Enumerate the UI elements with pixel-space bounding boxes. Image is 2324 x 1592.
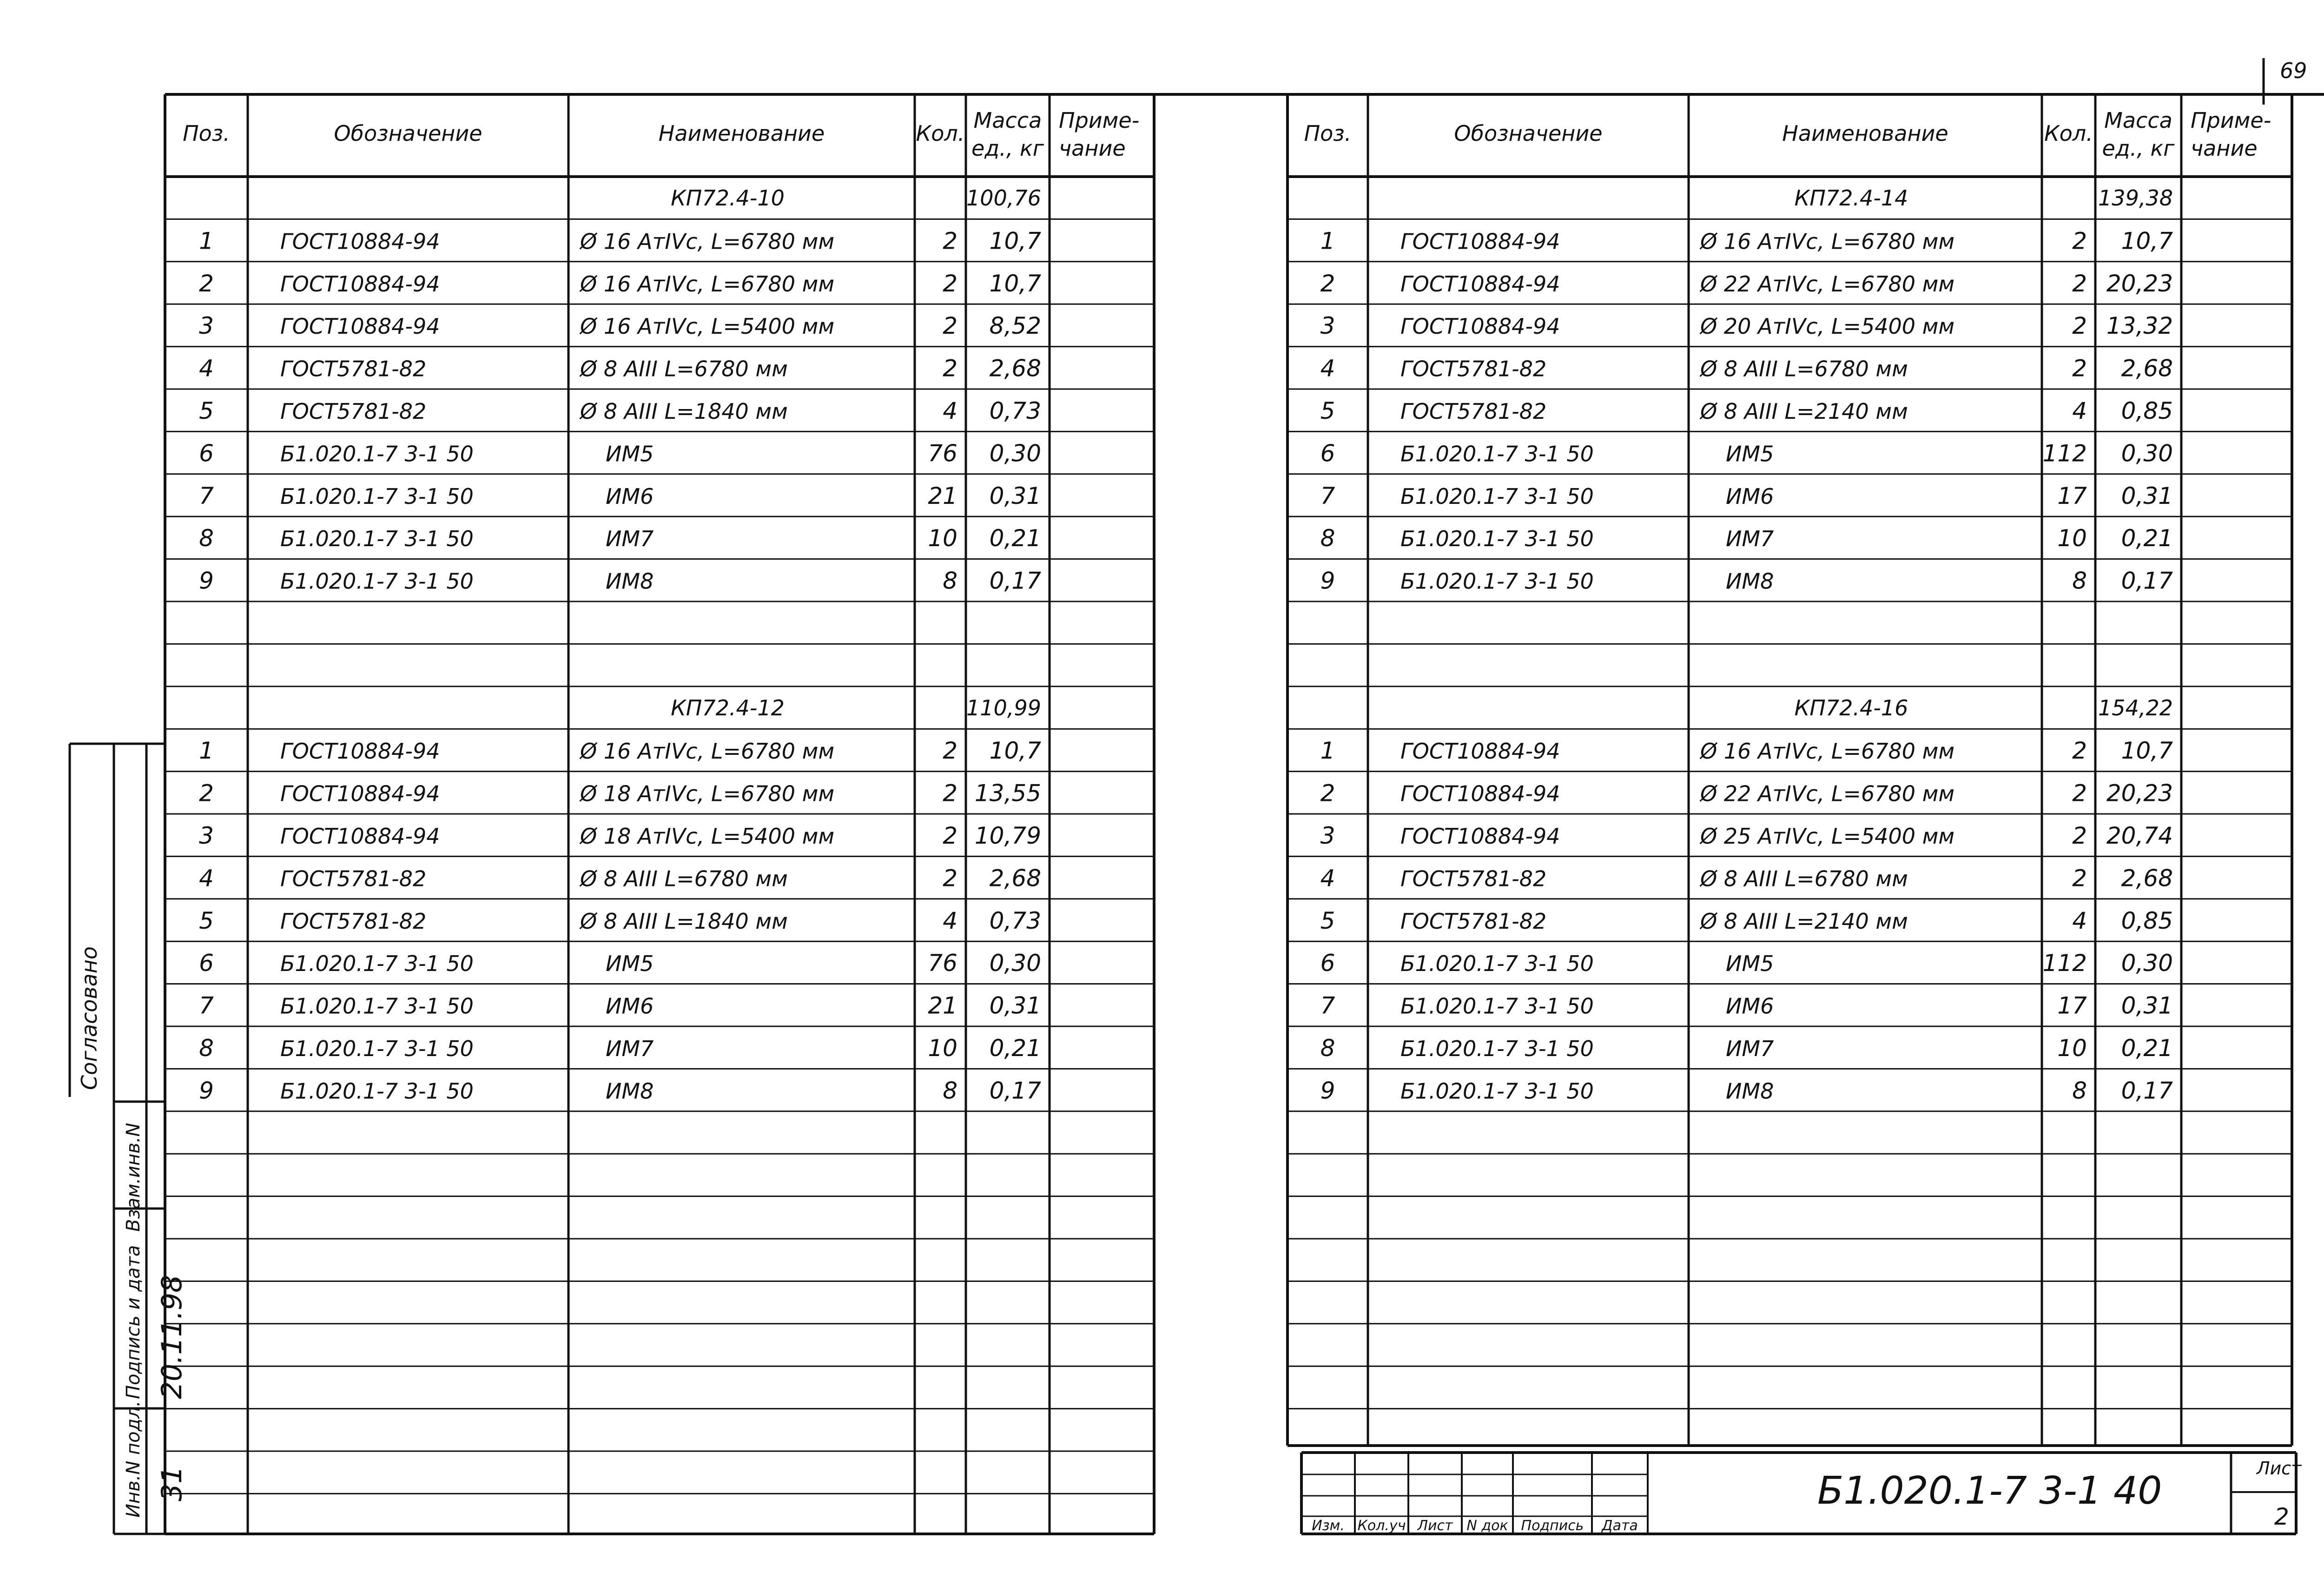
left-row-mass: 0,31 [989,992,1041,1019]
right-row-qty: 10 [2057,525,2087,552]
left-row-designation: Б1.020.1-7 3-1 50 [280,526,474,552]
left-row-pos: 8 [199,1034,214,1062]
title-block-col-label: Дата [1602,1518,1638,1534]
right-row-pos: 3 [1320,822,1335,849]
left-row-qty: 2 [943,822,957,849]
right-row-pos: 8 [1320,525,1335,552]
left-row-pos: 4 [199,355,214,382]
right-row-pos: 3 [1320,312,1335,340]
right-row-pos: 4 [1320,865,1335,892]
left-row-designation: Б1.020.1-7 3-1 50 [280,568,474,594]
right-row-name: Ø 20 АтIVc, L=5400 мм [1700,314,1955,339]
right-row-name: ИМ8 [1726,568,1774,594]
left-row-qty: 2 [943,270,957,297]
right-row-qty: 112 [2042,950,2087,977]
left-row-mass: 0,17 [989,1077,1041,1104]
left-row-pos: 3 [199,822,214,849]
right-head-pos: Поз. [1304,121,1352,146]
stamp-inv-value: 31 [156,1466,188,1501]
right-row-pos: 9 [1320,1077,1335,1104]
left-row-designation: ГОСТ10884-94 [280,229,440,254]
right-row-pos: 6 [1320,950,1335,977]
left-row-pos: 3 [199,312,214,340]
left-head-designation: Обозначение [334,121,482,146]
right-row-name: Ø 8 AIII L=6780 мм [1700,866,1908,892]
right-row-pos: 7 [1320,482,1335,509]
left-row-designation: ГОСТ10884-94 [280,271,440,297]
right-row-designation: Б1.020.1-7 3-1 50 [1400,483,1594,509]
right-row-pos: 2 [1320,779,1335,807]
right-head-qty: Кол. [2044,121,2093,146]
left-row-mass: 0,21 [989,1034,1041,1062]
right-row-name: Ø 8 AIII L=6780 мм [1700,356,1908,382]
left-row-name: Ø 8 AIII L=6780 мм [580,866,788,892]
right-row-name: Ø 22 АтIVc, L=6780 мм [1700,781,1955,806]
right-row-designation: ГОСТ5781-82 [1400,866,1547,892]
right-head-name: Наименование [1782,121,1948,146]
page-number: 69 [2280,58,2307,83]
right-row-designation: Б1.020.1-7 3-1 50 [1400,1078,1594,1104]
right-row-pos: 5 [1320,397,1335,424]
left-head-mass: Масса [973,108,1042,133]
right-row-qty: 17 [2057,992,2087,1019]
left-row-qty: 10 [928,1034,957,1062]
right-row-qty: 2 [2072,270,2087,297]
right-row-qty: 10 [2057,1034,2087,1062]
right-row-mass: 20,23 [2106,270,2173,297]
left-row-name: ИМ6 [606,993,654,1019]
right-row-mass: 10,7 [2121,737,2173,765]
right-row-mass: 13,32 [2106,312,2173,340]
left-row-name: ИМ5 [606,441,654,467]
right-row-name: ИМ7 [1726,526,1774,552]
right-row-qty: 112 [2042,440,2087,467]
left-row-pos: 2 [199,270,214,297]
right-row-name: Ø 25 АтIVc, L=5400 мм [1700,823,1955,849]
left-row-mass: 0,30 [989,950,1041,977]
left-row-qty: 10 [928,525,957,552]
left-row-pos: 9 [199,567,214,595]
left-row-designation: ГОСТ10884-94 [280,823,440,849]
right-group-title: КП72.4-16 [1794,695,1908,720]
right-row-designation: ГОСТ10884-94 [1400,781,1560,806]
right-row-designation: ГОСТ5781-82 [1400,356,1547,382]
left-row-designation: Б1.020.1-7 3-1 50 [280,951,474,977]
left-head-name: Наименование [658,121,825,146]
left-row-designation: ГОСТ5781-82 [280,356,427,382]
right-row-mass: 0,31 [2121,482,2173,509]
left-row-pos: 1 [199,737,214,765]
right-row-name: Ø 8 AIII L=2140 мм [1700,908,1908,934]
left-row-name: Ø 18 АтIVc, L=5400 мм [580,823,835,849]
right-row-mass: 20,23 [2106,779,2173,807]
left-row-pos: 7 [199,482,214,509]
left-row-name: ИМ8 [606,1078,654,1104]
left-row-qty: 21 [928,482,957,509]
right-row-designation: ГОСТ10884-94 [1400,271,1560,297]
stamp-replace-inv: Взам.инв.N [123,1123,144,1232]
left-row-name: Ø 16 АтIVc, L=6780 мм [580,739,835,764]
left-row-pos: 6 [199,950,214,977]
left-head-note: Приме- [1059,108,1140,133]
right-row-qty: 17 [2057,482,2087,509]
left-row-qty: 76 [928,950,957,977]
right-row-name: ИМ5 [1726,951,1774,977]
right-row-pos: 1 [1320,227,1335,255]
right-row-pos: 1 [1320,737,1335,765]
left-row-pos: 1 [199,227,214,255]
right-row-name: Ø 22 АтIVc, L=6780 мм [1700,271,1955,297]
right-row-qty: 8 [2072,1077,2087,1104]
right-row-mass: 2,68 [2121,355,2173,382]
right-row-designation: ГОСТ10884-94 [1400,739,1560,764]
left-row-designation: ГОСТ10884-94 [280,781,440,806]
left-group-title: КП72.4-10 [671,185,785,211]
right-head-mass-unit: ед., кг [2102,136,2175,161]
right-row-qty: 2 [2072,822,2087,849]
right-row-pos: 9 [1320,567,1335,595]
left-row-name: Ø 8 AIII L=6780 мм [580,356,788,382]
right-row-name: ИМ7 [1726,1036,1774,1061]
left-head-note-2: чание [1059,136,1126,161]
title-block-col-label: N док [1466,1518,1508,1534]
right-row-name: ИМ6 [1726,483,1774,509]
right-row-designation: ГОСТ10884-94 [1400,314,1560,339]
right-row-name: Ø 16 АтIVc, L=6780 мм [1700,739,1955,764]
left-row-qty: 2 [943,737,957,765]
right-row-qty: 2 [2072,779,2087,807]
right-row-qty: 2 [2072,865,2087,892]
left-row-pos: 2 [199,779,214,807]
right-row-mass: 0,30 [2121,950,2173,977]
right-row-name: Ø 16 АтIVc, L=6780 мм [1700,229,1955,254]
left-group-title: КП72.4-12 [671,695,785,720]
right-row-designation: ГОСТ10884-94 [1400,229,1560,254]
left-group-total: 100,76 [966,185,1041,211]
right-row-pos: 2 [1320,270,1335,297]
left-row-name: ИМ5 [606,951,654,977]
left-row-pos: 5 [199,907,214,934]
right-row-name: ИМ5 [1726,441,1774,467]
left-row-qty: 4 [943,397,957,424]
left-row-qty: 2 [943,779,957,807]
right-row-designation: ГОСТ5781-82 [1400,908,1547,934]
left-row-name: Ø 18 АтIVc, L=6780 мм [580,781,835,806]
right-row-mass: 2,68 [2121,865,2173,892]
left-row-qty: 2 [943,355,957,382]
left-row-qty: 2 [943,312,957,340]
left-row-designation: ГОСТ5781-82 [280,398,427,424]
stamp-sign-value: 20.11.98 [156,1275,188,1399]
left-row-mass: 10,7 [989,270,1041,297]
stamp-agreed: Согласовано [77,946,102,1090]
right-row-mass: 0,17 [2121,1077,2173,1104]
right-row-mass: 0,17 [2121,567,2173,595]
left-row-designation: Б1.020.1-7 3-1 50 [280,993,474,1019]
left-row-pos: 5 [199,397,214,424]
right-row-mass: 0,30 [2121,440,2173,467]
left-head-pos: Поз. [183,121,230,146]
left-row-name: ИМ7 [606,1036,654,1061]
right-row-name: ИМ8 [1726,1078,1774,1104]
right-row-designation: ГОСТ5781-82 [1400,398,1547,424]
right-row-designation: ГОСТ10884-94 [1400,823,1560,849]
right-row-mass: 0,31 [2121,992,2173,1019]
right-row-qty: 2 [2072,227,2087,255]
left-row-name: ИМ7 [606,526,654,552]
right-row-pos: 4 [1320,355,1335,382]
right-row-qty: 4 [2072,907,2087,934]
right-head-note: Приме- [2191,108,2271,133]
right-row-name: ИМ6 [1726,993,1774,1019]
left-row-designation: ГОСТ10884-94 [280,314,440,339]
right-row-mass: 0,85 [2121,907,2173,934]
right-group-total: 154,22 [2098,695,2173,720]
right-row-designation: Б1.020.1-7 3-1 50 [1400,568,1594,594]
right-row-designation: Б1.020.1-7 3-1 50 [1400,951,1594,977]
left-row-qty: 2 [943,227,957,255]
left-row-qty: 2 [943,865,957,892]
left-row-designation: Б1.020.1-7 3-1 50 [280,441,474,467]
left-row-qty: 76 [928,440,957,467]
right-row-designation: Б1.020.1-7 3-1 50 [1400,441,1594,467]
left-row-mass: 0,30 [989,440,1041,467]
title-block-col-label: Кол.уч [1357,1518,1406,1534]
left-row-pos: 8 [199,525,214,552]
right-row-mass: 0,85 [2121,397,2173,424]
right-row-qty: 2 [2072,355,2087,382]
left-row-mass: 2,68 [989,355,1041,382]
right-head-mass: Масса [2104,108,2172,133]
left-row-mass: 10,79 [974,822,1041,849]
right-row-qty: 8 [2072,567,2087,595]
right-row-designation: Б1.020.1-7 3-1 50 [1400,526,1594,552]
right-row-mass: 0,21 [2121,525,2173,552]
left-row-qty: 8 [943,1077,957,1104]
stamp-sign-date: Подпись и дата [123,1245,144,1399]
right-row-pos: 5 [1320,907,1335,934]
left-head-qty: Кол. [916,121,965,146]
left-row-mass: 10,7 [989,227,1041,255]
right-group-total: 139,38 [2098,185,2173,211]
left-group-total: 110,99 [966,695,1041,720]
title-block-col-label: Изм. [1312,1518,1345,1534]
right-row-qty: 2 [2072,737,2087,765]
right-row-name: Ø 8 AIII L=2140 мм [1700,398,1908,424]
sheet-label: Лист [2257,1458,2302,1479]
left-row-designation: ГОСТ5781-82 [280,866,427,892]
left-row-designation: ГОСТ5781-82 [280,908,427,934]
left-row-designation: ГОСТ10884-94 [280,739,440,764]
left-row-pos: 9 [199,1077,214,1104]
right-row-pos: 8 [1320,1034,1335,1062]
title-block-col-label: Лист [1417,1518,1453,1534]
right-row-qty: 2 [2072,312,2087,340]
left-row-mass: 8,52 [989,312,1041,340]
left-row-name: Ø 16 АтIVc, L=6780 мм [580,229,835,254]
left-row-qty: 21 [928,992,957,1019]
left-row-mass: 10,7 [989,737,1041,765]
left-row-mass: 0,73 [989,907,1041,934]
left-row-designation: Б1.020.1-7 3-1 50 [280,483,474,509]
left-row-mass: 0,21 [989,525,1041,552]
right-head-designation: Обозначение [1454,121,1603,146]
right-row-mass: 0,21 [2121,1034,2173,1062]
left-row-name: ИМ8 [606,568,654,594]
left-row-name: Ø 8 AIII L=1840 мм [580,398,788,424]
left-row-mass: 0,17 [989,567,1041,595]
left-row-mass: 13,55 [974,779,1041,807]
right-row-designation: Б1.020.1-7 3-1 50 [1400,1036,1594,1061]
right-head-note-2: чание [2191,136,2258,161]
left-row-mass: 0,73 [989,397,1041,424]
left-row-pos: 4 [199,865,214,892]
sheet-number: 2 [2274,1503,2289,1530]
right-row-qty: 4 [2072,397,2087,424]
left-row-qty: 8 [943,567,957,595]
left-row-qty: 4 [943,907,957,934]
left-row-designation: Б1.020.1-7 3-1 50 [280,1036,474,1061]
left-row-pos: 7 [199,992,214,1019]
left-row-designation: Б1.020.1-7 3-1 50 [280,1078,474,1104]
right-row-pos: 7 [1320,992,1335,1019]
right-row-mass: 10,7 [2121,227,2173,255]
right-row-designation: Б1.020.1-7 3-1 50 [1400,993,1594,1019]
stamp-inv-no: Инв.N подл. [123,1400,144,1518]
right-row-mass: 20,74 [2106,822,2173,849]
left-row-pos: 6 [199,440,214,467]
document-code: Б1.020.1-7 3-1 40 [1817,1469,2162,1513]
title-block-col-label: Подпись [1521,1518,1584,1534]
left-row-mass: 2,68 [989,865,1041,892]
left-row-name: Ø 8 AIII L=1840 мм [580,908,788,934]
left-row-name: ИМ6 [606,483,654,509]
left-row-name: Ø 16 АтIVc, L=5400 мм [580,314,835,339]
left-row-mass: 0,31 [989,482,1041,509]
left-row-name: Ø 16 АтIVc, L=6780 мм [580,271,835,297]
right-group-title: КП72.4-14 [1794,185,1908,211]
left-head-mass-unit: ед., кг [971,136,1044,161]
right-row-pos: 6 [1320,440,1335,467]
